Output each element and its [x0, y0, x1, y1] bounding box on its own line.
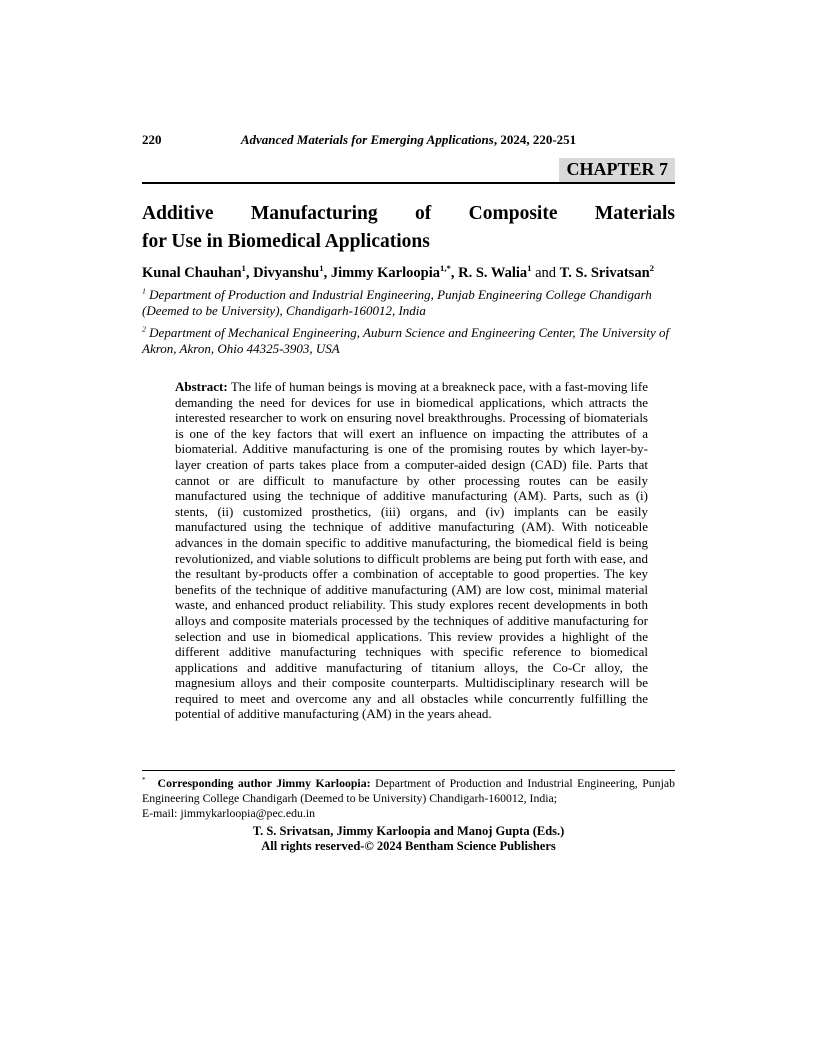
footnote-email: E-mail: jimmykarloopia@pec.edu.in	[142, 806, 316, 820]
affiliation-marker: 1	[142, 286, 146, 296]
footnote-lead: Corresponding author Jimmy Karloopia:	[157, 776, 371, 790]
affiliation-marker: 2	[142, 324, 146, 334]
affiliation-1	[142, 287, 675, 319]
publisher-footer	[142, 824, 675, 854]
footnote-body: Department of Production and Industrial Engineering, Punjab Engineering College Chandigarh (Deemed to be University) Chandigarh-160012, India;	[142, 776, 675, 805]
abstract-paragraph	[175, 379, 648, 722]
page-number: 220	[142, 132, 162, 147]
footer-rights: All rights reserved-© 2024 Bentham Science Publishers	[261, 839, 556, 853]
corresponding-author-footnote	[142, 770, 675, 821]
citation-suffix: , 2024, 220-251	[493, 132, 577, 147]
affiliation-2	[142, 325, 675, 357]
author-affiliation-marker: 2	[649, 263, 654, 274]
author-name: Kunal Chauhan	[142, 265, 242, 281]
page-content	[142, 132, 675, 722]
running-title	[142, 132, 675, 147]
book-title: Advanced Materials for Emerging Applications	[240, 132, 494, 147]
footer-editors: T. S. Srivatsan, Jimmy Karloopia and Manoj Gupta (Eds.)	[252, 824, 565, 838]
chapter-badge: CHAPTER 7	[559, 158, 675, 182]
author-joiner: ,	[323, 265, 331, 281]
author-joiner: ,	[450, 265, 459, 281]
author-joiner: and	[531, 265, 560, 281]
author-name: Jimmy Karloopia	[330, 265, 440, 281]
author-name: Divyanshu	[253, 265, 320, 281]
abstract-label: Abstract:	[175, 379, 228, 394]
author-name: T. S. Srivatsan	[559, 265, 650, 281]
paper-title-line-1: Additive Manufacturing of Composite Materials	[142, 203, 675, 224]
running-header	[142, 132, 675, 147]
author-affiliation-marker: 1	[527, 263, 532, 274]
abstract-text: The life of human beings is moving at a breakneck pace, with a fast-moving life demanding the need for devices for use in biomedical applications, which attracts the interested researcher to work on ensuring novel breakthroughs. Processing of biomaterials is one of the key factors that will exert an influence on impacting the attributes of a biomaterial. Additive manufacturing is one of the promising routes by which layer-by-layer creation of parts takes place from a computer-aided design (CAD) file. Parts that cannot or are difficult to manufacture by other processing routes can be easily manufactured using the technique of additive manufacturing (AM). Parts, such as (i) stents, (ii) customized prosthetics, (iii) organs, and (iv) implants can be easily manufactured using the technique of additive manufacturing (AM). With noticeable advances in the domain specific to additive manufacturing, the biomedical field is being revolutionized, and viable solutions to difficult problems are being put forth with ease, and the resultant by-products offer a combination of acceptable to good properties. The key benefits of the technique of additive manufacturing (AM) are low cost, minimal material waste, and enhanced product reliability. This study explores recent developments in both alloys and composite materials processed by the techniques of additive manufacturing for selection and use in biomedical applications. This review provides a highlight of the different additive manufacturing techniques with specific reference to biomedical applications and additive manufacturing of titanium alloys, the Co-Cr alloy, the magnesium alloys and their composite counterparts. Multidisciplinary research will be required to meet and overcome any and all obstacles while concurrently fulfilling the potential of additive manufacturing (AM) in the years ahead.	[175, 379, 649, 722]
affiliation-text: Department of Production and Industrial Engineering, Punjab Engineering College Chandigarh (Deemed to be University), Chandigarh-160012, India	[142, 287, 652, 318]
author-joiner: ,	[245, 265, 254, 281]
paper-title	[142, 200, 675, 256]
authors-line	[142, 263, 675, 284]
author-affiliation-marker: 1	[319, 263, 324, 274]
author-affiliation-marker: 1,*	[439, 263, 451, 274]
chapter-rule	[142, 158, 675, 184]
author-name: R. S. Walia	[458, 265, 528, 281]
footnote-marker: *	[142, 776, 146, 785]
paper-title-line-2: for Use in Biomedical Applications	[142, 231, 430, 252]
author-affiliation-marker: 1	[241, 263, 246, 274]
affiliation-text: Department of Mechanical Engineering, Auburn Science and Engineering Center, The University of Akron, Akron, Ohio 44325-3903, USA	[142, 325, 670, 356]
